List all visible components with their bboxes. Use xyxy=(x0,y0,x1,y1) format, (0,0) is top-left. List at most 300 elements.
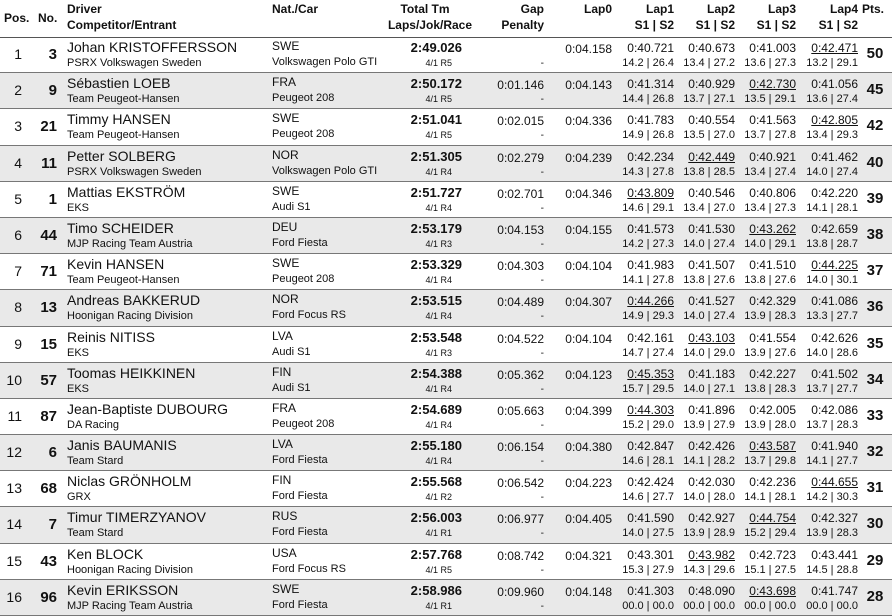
lap0-time: 0:04.307 xyxy=(565,295,612,310)
nationality: NOR xyxy=(272,292,299,307)
total-time: 2:51.305 xyxy=(410,148,462,164)
lap4-sectors: 13.7 | 27.7 xyxy=(806,382,858,395)
lap0-time: 0:04.239 xyxy=(565,150,612,165)
gap-time: 0:04.489 xyxy=(497,295,544,310)
entrant-name: Hoonigan Racing Division xyxy=(67,310,193,323)
lap2-sectors: 13.8 | 28.5 xyxy=(683,165,735,178)
lap2-time: 0:40.673 xyxy=(688,41,735,55)
nationality: FIN xyxy=(272,364,292,379)
lap2-sectors: 13.5 | 27.0 xyxy=(683,129,735,142)
lap1-time: 0:42.424 xyxy=(627,475,674,490)
table-row xyxy=(0,73,892,109)
penalty: - xyxy=(540,238,544,250)
car-number: 96 xyxy=(40,588,57,606)
header-driver: Driver xyxy=(67,2,102,16)
lap3-time: 0:41.554 xyxy=(749,330,796,345)
gap-time: 0:09.960 xyxy=(497,584,544,599)
lap1-time: 0:41.573 xyxy=(627,221,674,236)
gap-time: 0:02.279 xyxy=(497,150,544,165)
lap4-time: 0:44.225 xyxy=(811,258,858,273)
car-number: 1 xyxy=(48,190,57,208)
lap1-time: 0:42.234 xyxy=(627,149,674,164)
lap3-sectors: 13.4 | 27.4 xyxy=(744,165,796,178)
laps-jok-race: 4/1 R5 xyxy=(425,58,452,68)
position: 11 xyxy=(7,407,22,424)
position: 9 xyxy=(14,335,22,352)
car-model: Audi S1 xyxy=(272,345,311,358)
gap-time: 0:05.663 xyxy=(497,403,544,418)
position: 6 xyxy=(14,226,22,243)
lap0-time: 0:04.223 xyxy=(565,476,612,491)
lap0-time: 0:04.143 xyxy=(565,78,612,93)
lap4-time: 0:41.086 xyxy=(811,294,858,309)
penalty: - xyxy=(540,202,544,214)
entrant-name: EKS xyxy=(67,346,90,359)
lap3-time: 0:44.754 xyxy=(749,511,796,526)
lap2-sectors: 14.0 | 28.0 xyxy=(683,491,735,504)
lap1-sectors: 14.6 | 28.1 xyxy=(622,455,674,468)
lap3-time: 0:40.806 xyxy=(749,185,796,200)
penalty: - xyxy=(540,528,544,540)
gap-time: 0:01.146 xyxy=(497,78,544,93)
lap2-sectors: 00.0 | 00.0 xyxy=(683,599,735,612)
table-row xyxy=(0,182,892,218)
car-model: Audi S1 xyxy=(272,381,311,394)
driver-name: Mattias EKSTRÖM xyxy=(67,183,186,200)
lap2-time: 0:41.527 xyxy=(688,294,735,309)
laps-jok-race: 4/1 R2 xyxy=(425,492,452,503)
gap-time: 0:04.303 xyxy=(497,259,544,274)
lap4-sectors: 13.8 | 28.7 xyxy=(806,237,858,250)
lap4-time: 0:42.805 xyxy=(811,113,858,128)
lap2-time: 0:40.546 xyxy=(688,185,735,200)
position: 1 xyxy=(14,46,22,62)
table-row xyxy=(0,399,892,435)
total-time: 2:56.003 xyxy=(410,510,462,526)
nationality: FRA xyxy=(272,75,296,90)
lap4-sectors: 13.9 | 28.3 xyxy=(806,527,858,540)
lap2-time: 0:43.103 xyxy=(688,330,735,345)
car-number: 68 xyxy=(40,480,57,498)
driver-name: Reinis NITISS xyxy=(67,328,155,345)
car-model: Peugeot 208 xyxy=(272,92,335,105)
points: 39 xyxy=(866,189,884,207)
lap4-sectors: 14.5 | 28.8 xyxy=(806,563,858,576)
lap4-time: 0:41.056 xyxy=(811,77,858,92)
nationality: SWE xyxy=(272,256,300,271)
lap1-sectors: 14.7 | 27.4 xyxy=(622,346,674,359)
header-natcar: Nat./Car xyxy=(272,2,319,16)
table-header xyxy=(0,0,892,38)
nationality: NOR xyxy=(272,147,299,162)
results-table xyxy=(0,37,892,616)
lap1-sectors: 14.6 | 29.1 xyxy=(622,201,674,214)
penalty: - xyxy=(540,58,544,69)
lap1-time: 0:43.809 xyxy=(627,185,674,200)
lap1-sectors: 14.9 | 29.3 xyxy=(622,310,674,323)
lap3-sectors: 13.9 | 28.0 xyxy=(744,418,796,431)
lap1-time: 0:41.314 xyxy=(627,77,674,92)
table-row xyxy=(0,471,892,507)
nationality: DEU xyxy=(272,219,298,234)
lap0-time: 0:04.104 xyxy=(565,259,612,274)
car-model: Peugeot 208 xyxy=(272,417,335,430)
lap2-sectors: 13.9 | 27.9 xyxy=(683,418,735,431)
laps-jok-race: 4/1 R3 xyxy=(425,238,452,249)
position: 10 xyxy=(6,371,22,388)
driver-name: Toomas HEIKKINEN xyxy=(67,364,196,381)
lap4-sectors: 14.1 | 28.1 xyxy=(806,201,858,214)
position: 15 xyxy=(6,552,22,569)
driver-name: Ken BLOCK xyxy=(67,545,144,562)
driver-name: Timur TIMERZYANOV xyxy=(67,509,206,526)
lap3-sectors: 13.5 | 29.1 xyxy=(744,93,796,106)
entrant-name: GRX xyxy=(67,491,91,504)
nationality: SWE xyxy=(272,39,300,53)
lap1-time: 0:41.590 xyxy=(627,511,674,526)
car-number: 43 xyxy=(40,552,57,570)
gap-time: 0:04.522 xyxy=(497,331,544,346)
lap3-time: 0:41.003 xyxy=(749,41,796,55)
gap-time: 0:06.154 xyxy=(497,440,544,455)
lap3-time: 0:42.236 xyxy=(749,475,796,490)
points: 45 xyxy=(866,81,884,99)
entrant-name: Hoonigan Racing Division xyxy=(67,563,193,576)
total-time: 2:54.689 xyxy=(410,401,462,417)
penalty: - xyxy=(540,492,544,504)
lap0-time: 0:04.399 xyxy=(565,403,612,418)
penalty: - xyxy=(540,419,544,431)
car-model: Ford Focus RS xyxy=(272,562,346,575)
lap3-time: 0:42.227 xyxy=(749,366,796,381)
laps-jok-race: 4/1 R5 xyxy=(425,94,452,105)
lap2-time: 0:41.896 xyxy=(688,402,735,417)
lap0-time: 0:04.123 xyxy=(565,367,612,382)
lap2-time: 0:48.090 xyxy=(688,583,735,598)
lap1-time: 0:41.303 xyxy=(627,583,674,598)
laps-jok-race: 4/1 R4 xyxy=(425,166,452,177)
lap3-time: 0:42.730 xyxy=(749,77,796,92)
car-model: Ford Fiesta xyxy=(272,236,328,249)
lap3-time: 0:41.563 xyxy=(749,113,796,128)
points: 32 xyxy=(866,443,884,461)
nationality: LVA xyxy=(272,328,293,343)
lap1-time: 0:40.721 xyxy=(627,41,674,55)
car-model: Ford Fiesta xyxy=(272,526,328,539)
points: 37 xyxy=(866,262,884,280)
header-lap1: Lap1 xyxy=(645,2,674,16)
lap4-sectors: 13.6 | 27.4 xyxy=(806,93,858,106)
car-model: Ford Fiesta xyxy=(272,598,328,611)
lap3-time: 0:42.005 xyxy=(749,402,796,417)
entrant-name: Team Peugeot-Hansen xyxy=(67,129,180,142)
lap2-time: 0:42.030 xyxy=(688,475,735,490)
lap1-sectors: 14.4 | 26.8 xyxy=(622,93,674,106)
lap4-time: 0:42.327 xyxy=(811,511,858,526)
lap3-sectors: 15.1 | 27.5 xyxy=(744,563,796,576)
lap4-time: 0:41.502 xyxy=(811,366,858,381)
lap2-sectors: 13.8 | 27.6 xyxy=(683,274,735,287)
car-model: Ford Fiesta xyxy=(272,490,328,503)
lap0-time: 0:04.321 xyxy=(565,548,612,563)
lap0-time: 0:04.104 xyxy=(565,331,612,346)
lap2-sectors: 14.0 | 27.4 xyxy=(683,310,735,323)
lap2-sectors: 14.0 | 29.0 xyxy=(683,346,735,359)
penalty: - xyxy=(540,347,544,359)
lap2-sectors: 14.0 | 27.4 xyxy=(683,237,735,250)
driver-name: Timo SCHEIDER xyxy=(67,219,174,236)
table-row xyxy=(0,37,892,73)
car-model: Peugeot 208 xyxy=(272,128,335,141)
entrant-name: PSRX Volkswagen Sweden xyxy=(67,165,202,178)
driver-name: Kevin ERIKSSON xyxy=(67,581,179,598)
car-number: 9 xyxy=(48,82,57,100)
car-number: 21 xyxy=(40,118,57,136)
nationality: SWE xyxy=(272,183,300,198)
lap1-sectors: 14.3 | 27.8 xyxy=(622,165,674,178)
lap4-time: 0:43.441 xyxy=(811,547,858,562)
header-total: Total Tm xyxy=(400,2,450,16)
lap1-time: 0:42.161 xyxy=(627,330,674,345)
lap2-time: 0:42.927 xyxy=(688,511,735,526)
lap1-time: 0:43.301 xyxy=(627,547,674,562)
lap1-sectors: 14.6 | 27.7 xyxy=(622,491,674,504)
lap3-time: 0:42.723 xyxy=(749,547,796,562)
total-time: 2:57.768 xyxy=(410,546,462,562)
lap1-time: 0:41.783 xyxy=(627,113,674,128)
lap0-time: 0:04.155 xyxy=(565,222,612,237)
lap0-time: 0:04.336 xyxy=(565,114,612,129)
lap4-time: 0:44.655 xyxy=(811,475,858,490)
entrant-name: EKS xyxy=(67,201,90,214)
lap4-time: 0:42.471 xyxy=(811,41,858,55)
lap2-sectors: 14.0 | 27.1 xyxy=(683,382,735,395)
lap4-time: 0:41.462 xyxy=(811,149,858,164)
lap1-time: 0:42.847 xyxy=(627,439,674,454)
gap-time: 0:05.362 xyxy=(497,367,544,382)
header-lap3: Lap3 xyxy=(767,2,796,16)
lap2-time: 0:40.929 xyxy=(688,77,735,92)
laps-jok-race: 4/1 R4 xyxy=(425,311,452,322)
table-row xyxy=(0,146,892,182)
lap4-time: 0:42.659 xyxy=(811,221,858,236)
nationality: USA xyxy=(272,545,297,560)
laps-jok-race: 4/1 R4 xyxy=(425,419,452,430)
lap2-time: 0:40.554 xyxy=(688,113,735,128)
total-time: 2:55.568 xyxy=(410,474,462,490)
header-lap4: Lap4 xyxy=(829,2,858,16)
lap3-sectors: 14.1 | 28.1 xyxy=(744,491,796,504)
lap1-time: 0:45.353 xyxy=(627,366,674,381)
car-number: 13 xyxy=(40,299,57,317)
position: 16 xyxy=(6,588,22,605)
points: 33 xyxy=(866,406,884,424)
laps-jok-race: 4/1 R1 xyxy=(425,600,452,611)
driver-name: Andreas BAKKERUD xyxy=(67,292,201,309)
lap2-time: 0:43.982 xyxy=(688,547,735,562)
driver-name: Timmy HANSEN xyxy=(67,111,171,128)
lap1-sectors: 14.2 | 27.3 xyxy=(622,237,674,250)
lap0-time: 0:04.158 xyxy=(565,42,612,56)
header-laps-jok-race: Laps/Jok/Race xyxy=(387,18,473,32)
position: 14 xyxy=(6,516,22,533)
total-time: 2:55.180 xyxy=(410,438,462,454)
lap2-sectors: 14.1 | 28.2 xyxy=(683,455,735,468)
entrant-name: Team Peugeot-Hansen xyxy=(67,274,180,287)
car-model: Audi S1 xyxy=(272,200,311,213)
nationality: SWE xyxy=(272,581,300,596)
lap3-time: 0:40.921 xyxy=(749,149,796,164)
position: 7 xyxy=(14,263,22,280)
lap3-time: 0:41.510 xyxy=(749,258,796,273)
lap2-sectors: 13.4 | 27.2 xyxy=(683,57,735,69)
lap4-sectors: 14.0 | 28.6 xyxy=(806,346,858,359)
table-row xyxy=(0,435,892,471)
lap3-sectors: 13.7 | 29.8 xyxy=(744,455,796,468)
nationality: FRA xyxy=(272,400,296,415)
lap2-sectors: 13.7 | 27.1 xyxy=(683,93,735,106)
table-row xyxy=(0,290,892,326)
penalty: - xyxy=(540,600,544,612)
car-number: 3 xyxy=(48,46,57,63)
points: 28 xyxy=(866,587,884,605)
position: 4 xyxy=(14,154,22,171)
lap3-sectors: 13.6 | 27.3 xyxy=(744,57,796,69)
total-time: 2:49.026 xyxy=(410,40,462,55)
lap4-sectors: 14.1 | 27.7 xyxy=(806,455,858,468)
lap3-sectors: 13.8 | 28.3 xyxy=(744,382,796,395)
laps-jok-race: 4/1 R3 xyxy=(425,347,452,358)
points: 38 xyxy=(866,225,884,243)
points: 50 xyxy=(866,45,884,62)
laps-jok-race: 4/1 R4 xyxy=(425,383,452,394)
lap4-sectors: 13.3 | 27.7 xyxy=(806,310,858,323)
lap4-sectors: 00.0 | 00.0 xyxy=(806,599,858,612)
car-model: Peugeot 208 xyxy=(272,273,335,286)
header-pts: Pts. xyxy=(862,2,885,16)
lap1-sectors: 14.0 | 27.5 xyxy=(622,527,674,540)
lap1-time: 0:44.266 xyxy=(627,294,674,309)
nationality: LVA xyxy=(272,437,293,452)
table-row xyxy=(0,218,892,254)
car-number: 71 xyxy=(40,263,57,281)
lap0-time: 0:04.405 xyxy=(565,512,612,527)
car-number: 44 xyxy=(40,226,57,244)
entrant-name: MJP Racing Team Austria xyxy=(67,599,193,612)
total-time: 2:53.179 xyxy=(410,220,462,236)
lap1-sectors: 14.2 | 26.4 xyxy=(622,57,674,69)
laps-jok-race: 4/1 R5 xyxy=(425,564,452,575)
laps-jok-race: 4/1 R4 xyxy=(425,202,452,213)
total-time: 2:50.172 xyxy=(410,76,462,92)
position: 12 xyxy=(6,444,22,461)
total-time: 2:51.727 xyxy=(410,184,462,200)
car-number: 11 xyxy=(41,154,57,172)
gap-time: 0:08.742 xyxy=(497,548,544,563)
lap4-time: 0:42.086 xyxy=(811,402,858,417)
total-time: 2:53.329 xyxy=(410,257,462,273)
position: 3 xyxy=(14,118,22,135)
entrant-name: Team Stard xyxy=(67,455,124,468)
points: 29 xyxy=(866,551,884,569)
lap4-sectors: 14.0 | 30.1 xyxy=(806,274,858,287)
table-row xyxy=(0,327,892,363)
gap-time: 0:02.701 xyxy=(497,186,544,201)
entrant-name: PSRX Volkswagen Sweden xyxy=(67,57,202,69)
points: 34 xyxy=(866,370,884,388)
laps-jok-race: 4/1 R1 xyxy=(425,528,452,539)
car-model: Ford Focus RS xyxy=(272,309,346,322)
lap1-sectors: 15.7 | 29.5 xyxy=(622,382,674,395)
header-lap4-sectors: S1 | S2 xyxy=(818,18,858,32)
lap3-time: 0:42.329 xyxy=(749,294,796,309)
laps-jok-race: 4/1 R4 xyxy=(425,275,452,286)
position: 8 xyxy=(14,299,22,316)
position: 13 xyxy=(6,480,22,497)
lap3-time: 0:43.698 xyxy=(749,583,796,598)
lap1-sectors: 14.9 | 26.8 xyxy=(622,129,674,142)
entrant-name: DA Racing xyxy=(67,418,119,431)
points: 40 xyxy=(866,153,884,171)
table-row xyxy=(0,109,892,145)
laps-jok-race: 4/1 R5 xyxy=(425,130,452,141)
car-model: Volkswagen Polo GTI xyxy=(272,56,378,68)
entrant-name: Team Peugeot-Hansen xyxy=(67,93,180,106)
lap0-time: 0:04.346 xyxy=(565,186,612,201)
penalty: - xyxy=(540,130,544,142)
lap2-sectors: 14.3 | 29.6 xyxy=(683,563,735,576)
table-row xyxy=(0,580,892,616)
lap4-sectors: 14.0 | 27.4 xyxy=(806,165,858,178)
lap1-sectors: 15.3 | 27.9 xyxy=(622,563,674,576)
nationality: RUS xyxy=(272,509,298,524)
lap3-sectors: 13.9 | 28.3 xyxy=(744,310,796,323)
lap3-sectors: 13.9 | 27.6 xyxy=(744,346,796,359)
nationality: SWE xyxy=(272,111,300,126)
entrant-name: MJP Racing Team Austria xyxy=(67,237,193,250)
lap4-time: 0:42.220 xyxy=(811,185,858,200)
lap2-time: 0:42.426 xyxy=(688,439,735,454)
lap4-time: 0:41.747 xyxy=(811,583,858,598)
car-model: Ford Fiesta xyxy=(272,454,328,467)
lap2-time: 0:42.449 xyxy=(688,149,735,164)
driver-name: Johan KRISTOFFERSSON xyxy=(67,39,238,55)
driver-name: Sébastien LOEB xyxy=(67,75,171,92)
lap4-time: 0:42.626 xyxy=(811,330,858,345)
table-row xyxy=(0,254,892,290)
lap0-time: 0:04.380 xyxy=(565,440,612,455)
lap2-time: 0:41.183 xyxy=(688,366,735,381)
total-time: 2:51.041 xyxy=(410,112,462,128)
header-competitor: Competitor/Entrant xyxy=(67,18,177,32)
header-gap: Gap xyxy=(520,2,544,16)
penalty: - xyxy=(540,94,544,106)
penalty: - xyxy=(540,166,544,178)
header-lap3-sectors: S1 | S2 xyxy=(756,18,796,32)
penalty: - xyxy=(540,456,544,468)
penalty: - xyxy=(540,311,544,323)
lap3-sectors: 13.8 | 27.6 xyxy=(744,274,796,287)
points: 35 xyxy=(866,334,884,352)
points: 42 xyxy=(866,117,884,135)
gap-time: 0:06.542 xyxy=(497,476,544,491)
lap3-sectors: 15.2 | 29.4 xyxy=(744,527,796,540)
driver-name: Kevin HANSEN xyxy=(67,256,165,273)
lap3-sectors: 13.4 | 27.3 xyxy=(744,201,796,214)
nationality: FIN xyxy=(272,473,292,488)
gap-time: 0:04.153 xyxy=(497,222,544,237)
lap3-sectors: 13.7 | 27.8 xyxy=(744,129,796,142)
